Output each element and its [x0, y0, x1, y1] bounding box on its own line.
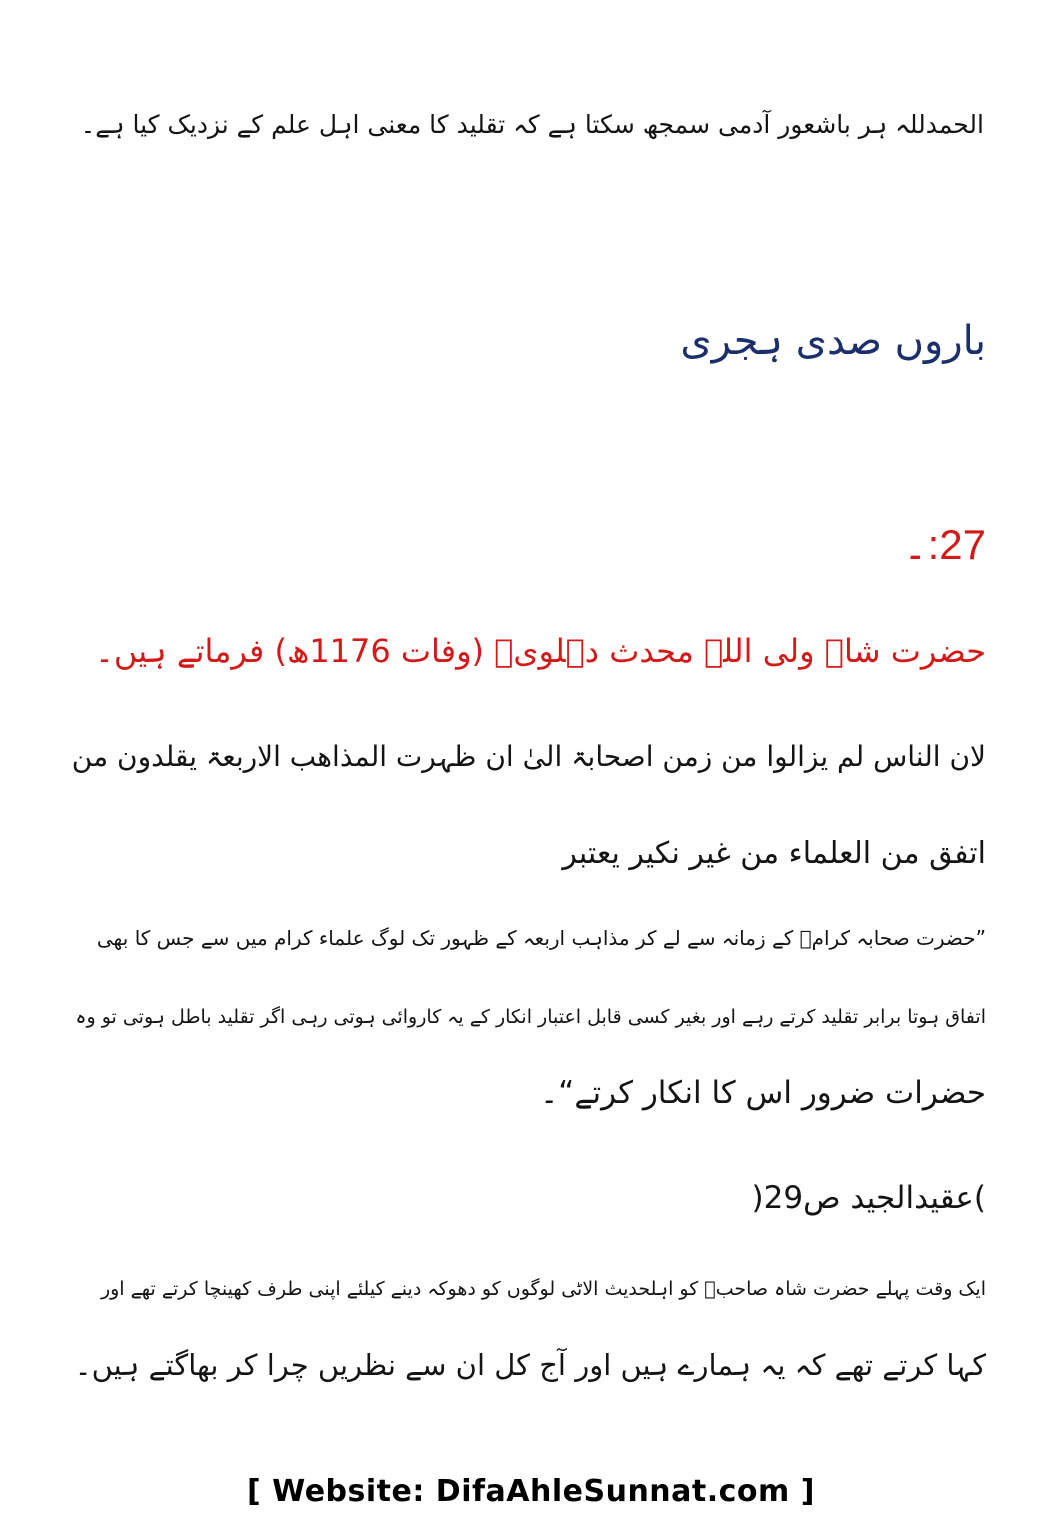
arabic-quote-line: لان الناس لم یزالوا من زمن اصحابۃ الیٰ ان ظہرت المذاھب الاربعۃ یقلدون من [71, 740, 986, 773]
intro-paragraph: الحمدللہ ہر باشعور آدمی سمجھ سکتا ہے کہ تقلید کا معنی اہل علم کے نزدیک کیا ہے۔ [80, 110, 984, 139]
closing-paragraph-line: ایک وقت پہلے حضرت شاہ صاحبؒ کو اہلحدیث الاٹی لوگوں کو دھوکہ دینے کیلئے اپنی طرف کھینچا کرتے تھے اور [100, 1278, 986, 1300]
author-heading: حضرت شاہ ولی اللہ محدث دہلویؒ (وفات 1176ھ) فرماتے ہیں۔ [95, 632, 986, 670]
arabic-quote-line: اتفق من العلماء من غیر نکیر یعتبر [562, 836, 986, 871]
reference-citation: )عقیدالجید ص29( [751, 1180, 986, 1216]
closing-paragraph-line: کہا کرتے تھے کہ یہ ہمارے ہیں اور آج کل ان سے نظریں چرا کر بھاگتے ہیں۔ [74, 1348, 986, 1382]
translation-line: ”حضرت صحابہ کرامؓ کے زمانہ سے لے کر مذاہب اربعہ کے ظہور تک لوگ علماء کرام میں سے جس کا بھی [96, 926, 986, 950]
website-footer: [ Website: DifaAhleSunnat.com ] [247, 1474, 815, 1509]
section-heading: باروں صدی ہجری [680, 318, 986, 364]
translation-line: حضرات ضرور اس کا انکار کرتے“۔ [540, 1075, 986, 1111]
item-number: 27:۔ [903, 521, 986, 568]
translation-line: اتفاق ہوتا برابر تقلید کرتے رہے اور بغیر کسی قابل اعتبار انکار کے یہ کاروائی ہوتی رہی اگر تقلید باطل ہوتی تو وہ [75, 1006, 986, 1028]
